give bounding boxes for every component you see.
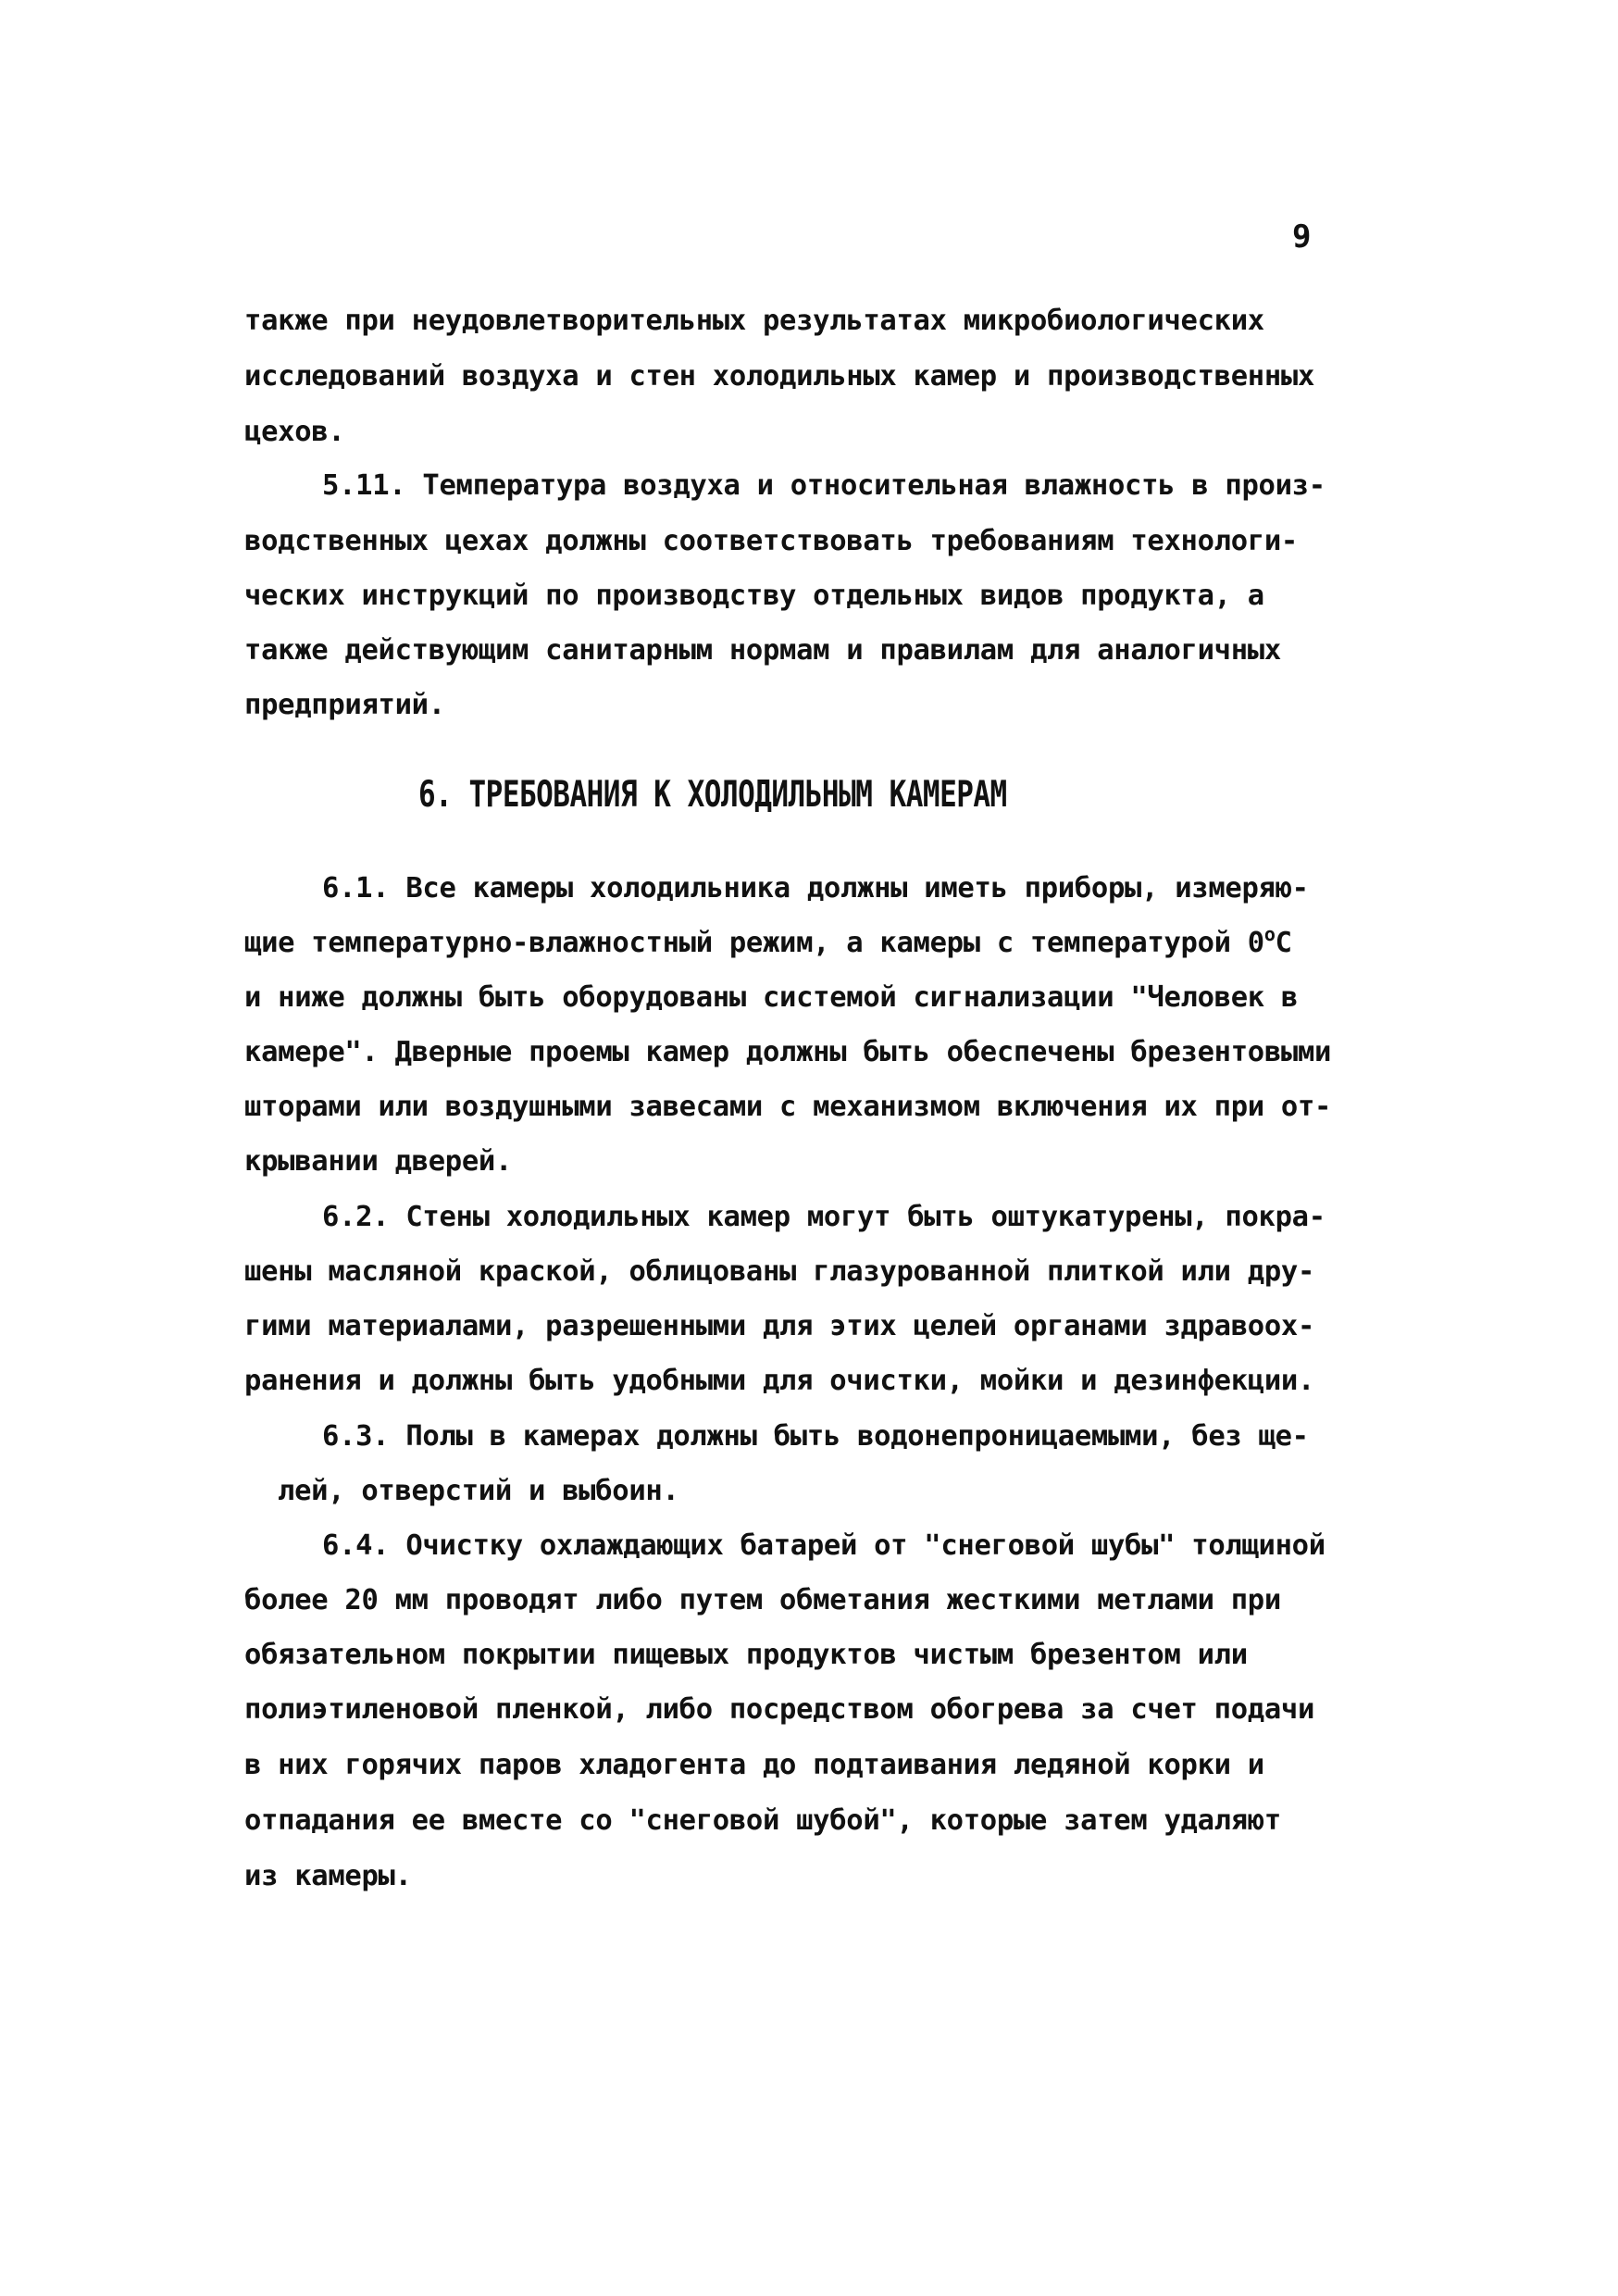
text-line: 5.11. Температура воздуха и относительная влажность в произ- xyxy=(322,469,1326,502)
text-line: и ниже должны быть оборудованы системой сигнализации "Человек в xyxy=(244,981,1298,1014)
section-heading: 6. ТРЕБОВАНИЯ К ХОЛОДИЛЬНЫМ КАМЕРАМ xyxy=(418,774,1007,816)
text-line: также при неудовлетворительных результатах микробиологических xyxy=(244,305,1264,337)
text-line: предприятий. xyxy=(244,689,445,721)
text-line: 6.3. Полы в камерах должны быть водонепроницаемыми, без ще- xyxy=(322,1420,1309,1453)
text-line xyxy=(244,923,1292,959)
text-line: ранения и должны быть удобными для очистки, мойки и дезинфекции. xyxy=(244,1365,1315,1397)
text-line: 6.2. Стены холодильных камер могут быть оштукатурены, покра- xyxy=(322,1201,1326,1233)
text-line: 6.4. Очистку охлаждающих батарей от "снеговой шубы" толщиной xyxy=(322,1529,1326,1562)
text-line: крывании дверей. xyxy=(244,1145,513,1178)
text-line-body: щие температурно-влажностный режим, а камеры с температурой 0 xyxy=(244,927,1264,959)
text-line: водственных цехах должны соответствовать требованиям технологи- xyxy=(244,525,1298,557)
text-line: также действующим санитарным нормам и правилам для аналогичных xyxy=(244,634,1281,667)
text-line: шены масляной краской, облицованы глазурованной плиткой или дру- xyxy=(244,1255,1315,1288)
degree-sign: о xyxy=(1263,923,1276,945)
text-line: гими материалами, разрешенными для этих целей органами здравоох- xyxy=(244,1310,1315,1342)
text-line: обязательном покрытии пищевых продуктов чистым брезентом или xyxy=(244,1639,1248,1671)
text-line: камере". Дверные проемы камер должны быть обеспечены брезентовыми xyxy=(244,1036,1332,1068)
text-line: ческих инструкций по производству отдельных видов продукта, а xyxy=(244,580,1264,612)
text-line: 6.1. Все камеры холодильника должны иметь приборы, измеряю- xyxy=(322,872,1309,905)
text-line: цехов. xyxy=(244,416,345,448)
page-number: 9 xyxy=(1292,218,1312,256)
text-line: в них горячих паров хладогента до подтаивания ледяной корки и xyxy=(244,1749,1264,1781)
degree-unit: С xyxy=(1275,927,1292,959)
text-line: шторами или воздушными завесами с механизмом включения их при от- xyxy=(244,1091,1332,1123)
text-line: полиэтиленовой пленкой, либо посредством обогрева за счет подачи xyxy=(244,1693,1315,1726)
text-line: из камеры. xyxy=(244,1860,412,1892)
text-line: исследований воздуха и стен холодильных камер и производственных xyxy=(244,360,1315,393)
text-line: лей, отверстий и выбоин. xyxy=(278,1475,679,1507)
text-line: отпадания ее вместе со "снеговой шубой", которые затем удаляют xyxy=(244,1804,1281,1837)
text-line: более 20 мм проводят либо путем обметания жесткими метлами при xyxy=(244,1584,1281,1616)
